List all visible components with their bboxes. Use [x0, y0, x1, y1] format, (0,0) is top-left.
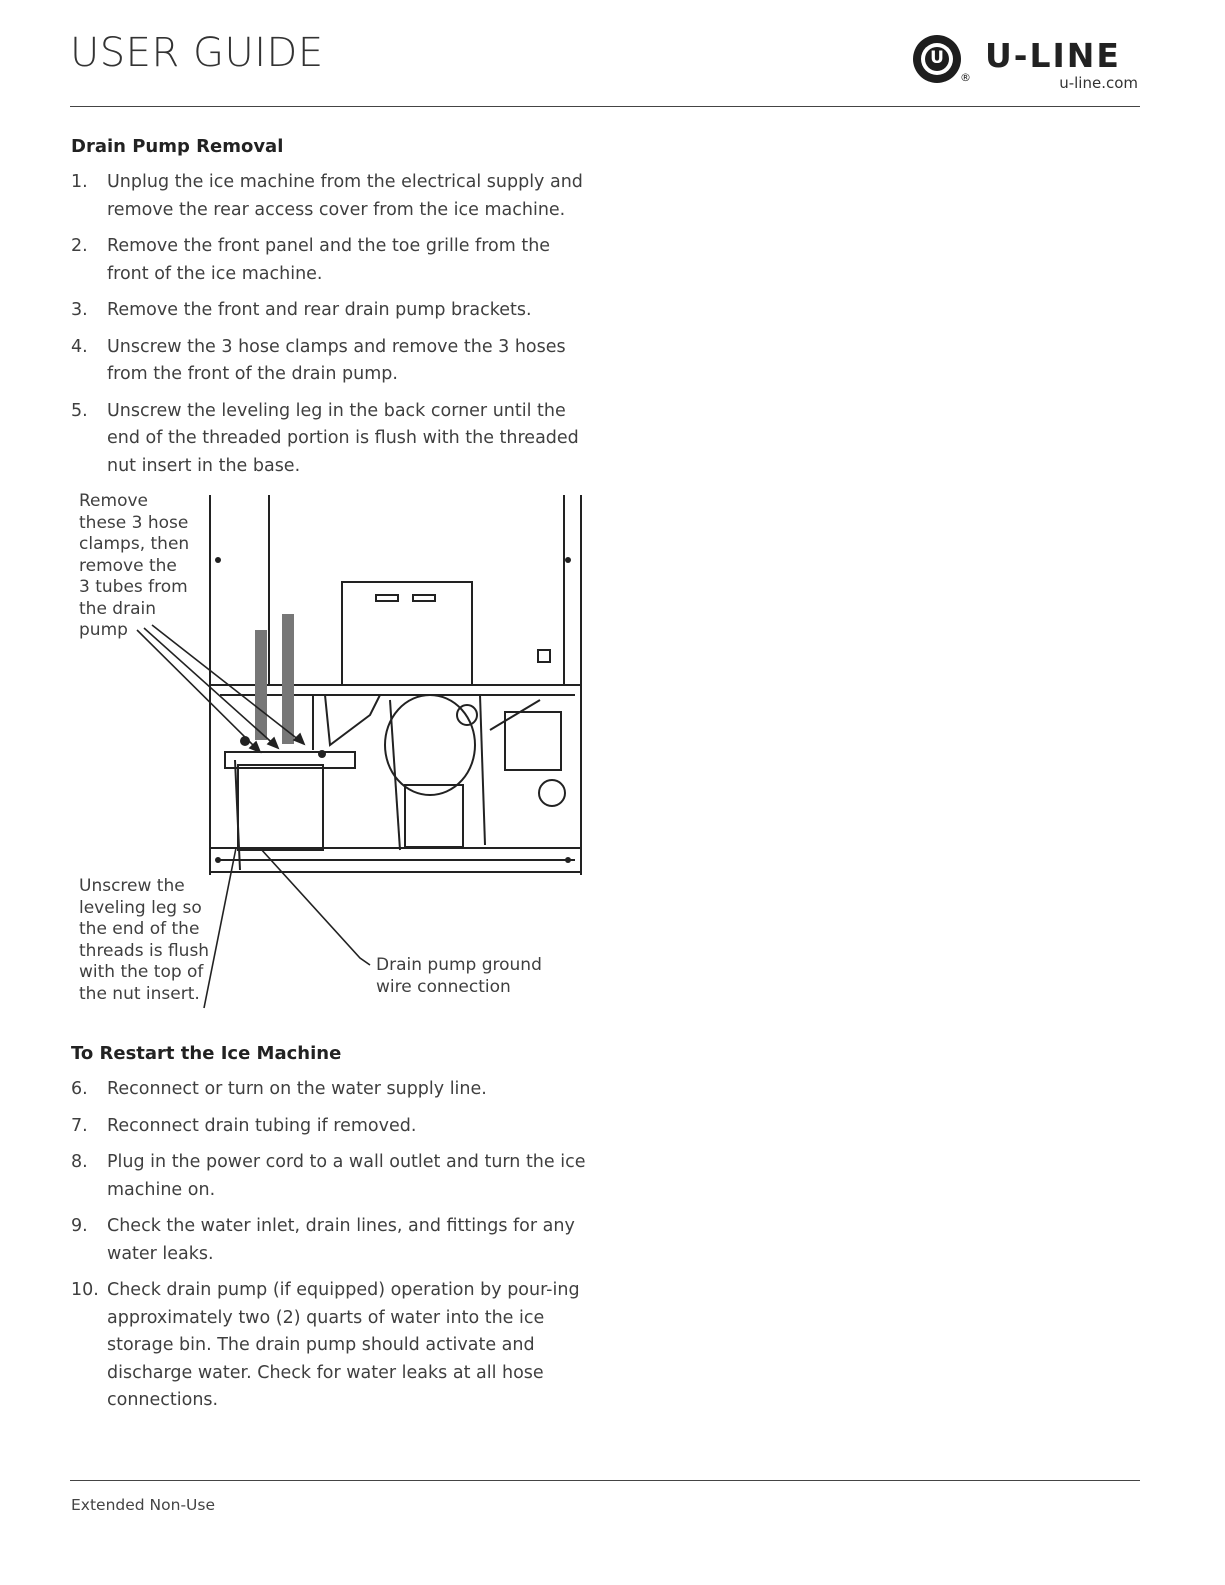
list-item: 7. Reconnect drain tubing if removed.: [71, 1115, 417, 1136]
list-item: 4. Unscrew the 3 hose clamps and remove the 3 hoses from the front of the drain pump.: [71, 336, 566, 384]
page-bottom-edge: [0, 1567, 1225, 1585]
list-item: 1. Unplug the ice machine from the electrical supply and remove the rear access cover from the ice machine.: [71, 172, 583, 220]
logo-mark-icon: [913, 35, 961, 83]
callout-leveling-leg: Unscrew the leveling leg so the end of the threads is flush with the top of the nut insert.: [79, 876, 210, 1004]
callout-hose-clamps: Remove these 3 hose clamps, then remove the 3 tubes from the drain pump: [79, 491, 190, 640]
logo-wordmark: U-LINE: [985, 36, 1121, 75]
restart-steps: [71, 1076, 591, 1424]
registered-mark: ®: [960, 71, 971, 84]
callout-ground-wire: Drain pump ground wire connection: [376, 955, 542, 997]
footer-section-label: Extended Non-Use: [71, 1496, 215, 1514]
section-heading-drain-pump-removal: Drain Pump Removal: [71, 136, 284, 157]
list-item: 9. Check the water inlet, drain lines, and fittings for any water leaks.: [71, 1216, 575, 1264]
list-item: 10. Check drain pump (if equipped) operation by pour-ing approximately two (2) quarts of water into the ice storage bin. The drain pump should activate and discharge water. Check for water leaks at all hose connections.: [71, 1280, 580, 1410]
section-heading-restart: To Restart the Ice Machine: [71, 1043, 342, 1064]
brand-url: u-line.com: [1059, 74, 1138, 92]
page-title: USER GUIDE: [70, 30, 324, 76]
logo-mark-letter: U: [930, 48, 944, 68]
list-item: 8. Plug in the power cord to a wall outlet and turn the ice machine on.: [71, 1152, 586, 1200]
footer-divider: [70, 1480, 1140, 1481]
ice-machine-diagram: [70, 490, 590, 1020]
list-item: 5. Unscrew the leveling leg in the back corner until the end of the threaded portion is flush with the threaded nut insert in the base.: [71, 400, 579, 476]
list-item: 2. Remove the front panel and the toe grille from the front of the ice machine.: [71, 236, 551, 284]
header-divider: [70, 106, 1140, 107]
drain-pump-removal-steps: [71, 169, 591, 489]
list-item: 6. Reconnect or turn on the water supply line.: [71, 1079, 487, 1099]
list-item: 3. Remove the front and rear drain pump brackets.: [71, 300, 532, 320]
brand-logo: [913, 34, 1143, 94]
